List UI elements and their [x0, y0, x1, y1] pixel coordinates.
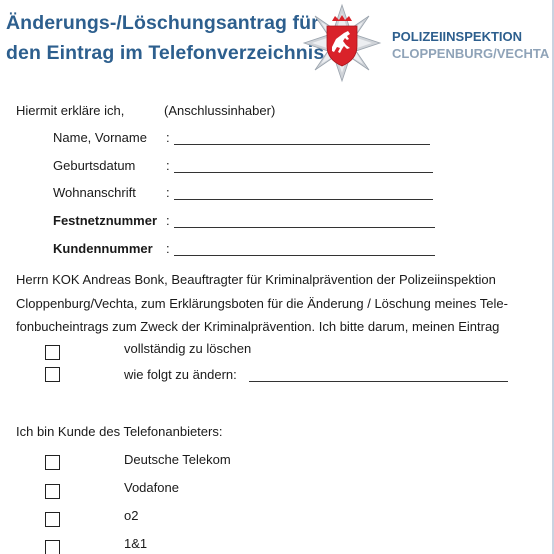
paragraph-line: Cloppenburg/Vechta, zum Erklärungsboten für die Änderung / Löschung meines Tele-: [16, 295, 508, 311]
provider-heading: Ich bin Kunde des Telefonanbieters:: [16, 424, 223, 439]
delete-checkbox[interactable]: [45, 345, 60, 360]
change-checkbox[interactable]: [45, 367, 60, 382]
name-input-line[interactable]: [174, 144, 430, 145]
paragraph-line: Herrn KOK Andreas Bonk, Beauftragter für Kriminalprävention der Polizeiinspektion: [16, 272, 496, 287]
field-colon: :: [166, 130, 170, 145]
holder-note: (Anschlussinhaber): [164, 103, 276, 118]
field-label: Geburtsdatum: [53, 158, 136, 173]
o2-checkbox[interactable]: [45, 512, 60, 527]
provider-label: Deutsche Telekom: [124, 452, 231, 467]
organization-name-line-1: POLIZEIINSPEKTION: [392, 29, 523, 44]
1und1-checkbox[interactable]: [45, 540, 60, 554]
form-title-line-2: den Eintrag im Telefonverzeichnis: [6, 42, 325, 64]
paragraph-line: fonbucheintrags zum Zweck der Kriminalprävention. Ich bitte darum, meinen Eintrag: [16, 319, 500, 334]
field-label: Festnetznummer: [53, 213, 158, 228]
customer-number-input-line[interactable]: [174, 255, 435, 256]
form-title-line-1: Änderungs-/Löschungsantrag für: [6, 12, 319, 34]
field-label: Kundennummer: [53, 241, 153, 256]
form-title: [6, 8, 324, 68]
vodafone-checkbox[interactable]: [45, 484, 60, 499]
field-colon: :: [166, 185, 170, 200]
field-colon: :: [166, 158, 170, 173]
option-label: vollständig zu löschen: [124, 341, 252, 356]
provider-label: o2: [124, 508, 139, 523]
field-colon: :: [166, 213, 170, 228]
organization-name: [392, 28, 549, 62]
authorization-paragraph: [16, 268, 546, 339]
option-label: wie folgt zu ändern:: [124, 367, 237, 382]
address-input-line[interactable]: [174, 199, 433, 200]
field-colon: :: [166, 241, 170, 256]
organization-name-line-2: CLOPPENBURG/VECHTA: [392, 46, 550, 61]
field-label: Name, Vorname: [53, 130, 147, 145]
change-input-line[interactable]: [249, 381, 508, 382]
landline-input-line[interactable]: [174, 227, 435, 228]
declaration-intro: Hiermit erkläre ich,: [16, 103, 125, 118]
provider-label: 1&1: [124, 536, 148, 551]
field-label: Wohnanschrift: [53, 185, 136, 200]
police-star-emblem-icon: [300, 3, 384, 83]
telekom-checkbox[interactable]: [45, 455, 60, 470]
birthdate-input-line[interactable]: [174, 172, 433, 173]
provider-label: Vodafone: [124, 480, 179, 495]
